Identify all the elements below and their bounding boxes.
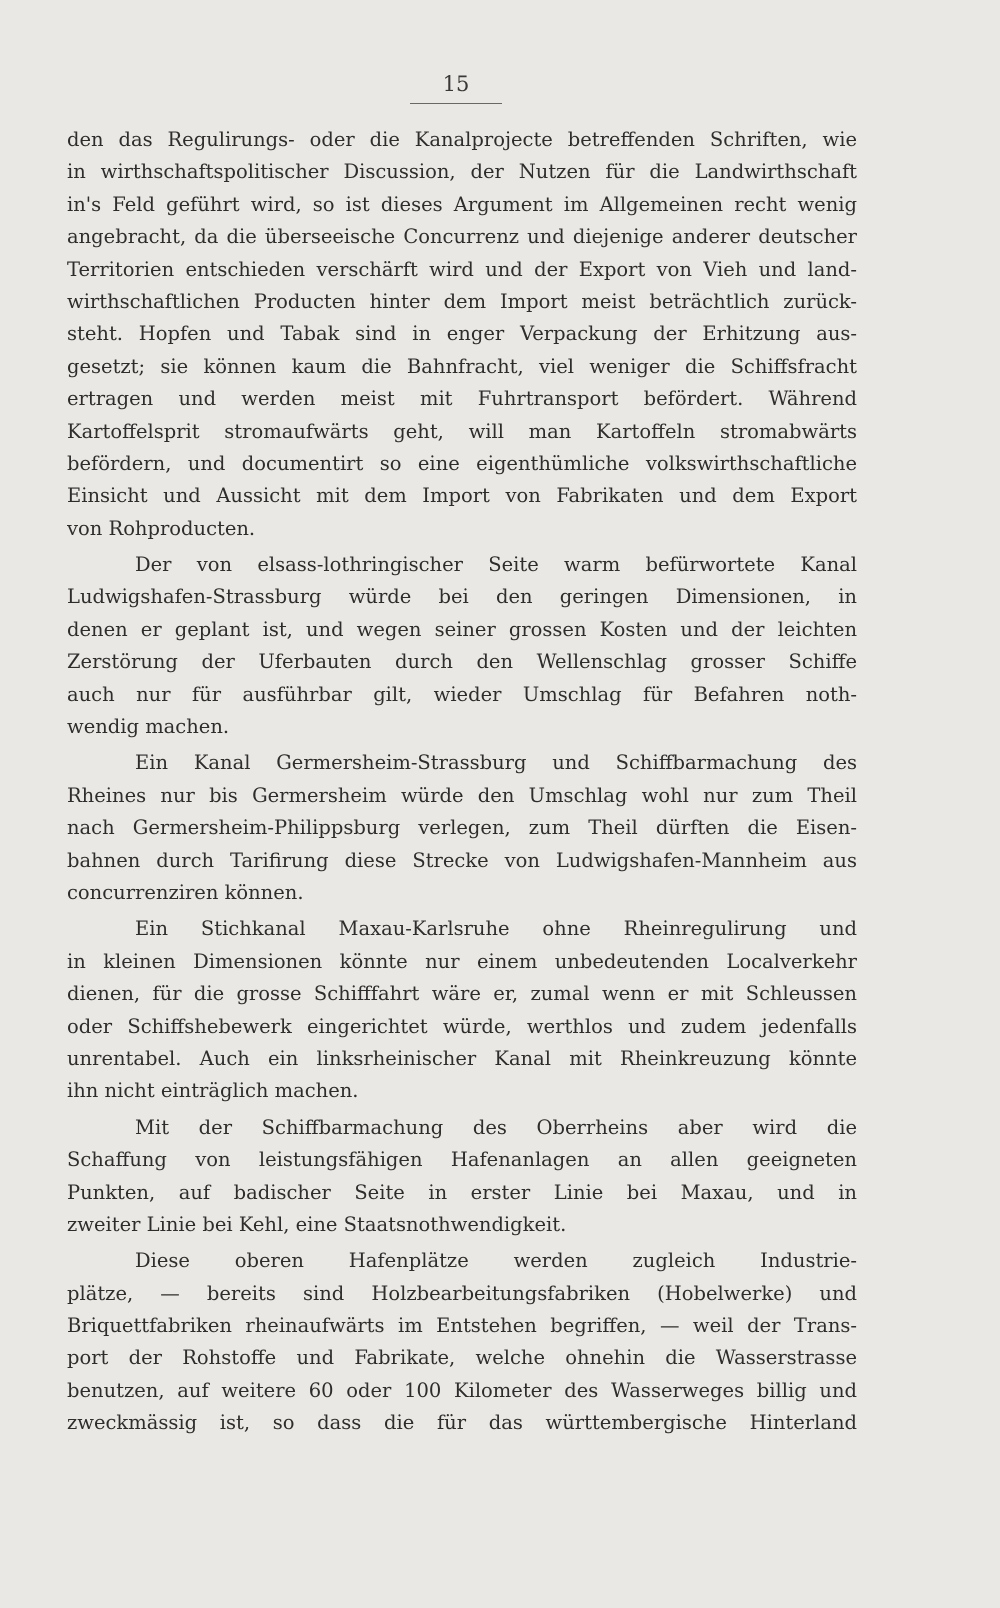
text-line: in wirthschaftspolitischer Discussion, der Nutzen für die Landwirthschaft (67, 160, 857, 184)
text-line: zweckmässig ist, so dass die für das württembergische Hinterland (67, 1411, 857, 1435)
text-line: Zerstörung der Uferbauten durch den Wellenschlag grosser Schiffe (67, 650, 857, 674)
text-line: ertragen und werden meist mit Fuhrtransport befördert. Während (67, 387, 857, 411)
body-text (67, 124, 857, 1440)
text-line: auch nur für ausführbar gilt, wieder Umschlag für Befahren noth- (67, 682, 857, 706)
text-line: bahnen durch Tarifirung diese Strecke von Ludwigshafen-Mannheim aus (67, 848, 857, 872)
text-line: concurrenziren können. (67, 880, 304, 904)
text-line: steht. Hopfen und Tabak sind in enger Verpackung der Erhitzung aus- (67, 322, 857, 346)
text-line: angebracht, da die überseeische Concurrenz und diejenige anderer deutscher (67, 225, 857, 249)
text-line: in's Feld geführt wird, so ist dieses Argument im Allgemeinen recht wenig (67, 192, 857, 216)
text-line: benutzen, auf weitere 60 oder 100 Kilometer des Wasserweges billig und (67, 1378, 857, 1402)
text-line: denen er geplant ist, und wegen seiner grossen Kosten und der leichten (67, 617, 857, 641)
text-line: oder Schiffshebewerk eingerichtet würde, werthlos und zudem jedenfalls (67, 1014, 857, 1038)
text-line: dienen, für die grosse Schifffahrt wäre er, zumal wenn er mit Schleussen (67, 982, 857, 1006)
text-line: in kleinen Dimensionen könnte nur einem unbedeutenden Localverkehr (67, 949, 857, 973)
paragraph (67, 1112, 857, 1242)
text-line: plätze, — bereits sind Holzbearbeitungsfabriken (Hobelwerke) und (67, 1281, 857, 1305)
text-line: ihn nicht einträglich machen. (67, 1079, 359, 1103)
text-line: den das Regulirungs- oder die Kanalprojecte betreffenden Schriften, wie (67, 128, 857, 151)
text-line: Ein Kanal Germersheim-Strassburg und Schiffbarmachung des (135, 751, 857, 775)
text-line: unrentabel. Auch ein linksrheinischer Kanal mit Rheinkreuzung könnte (67, 1046, 857, 1070)
text-line: Punkten, auf badischer Seite in erster Linie bei Maxau, und in (67, 1180, 857, 1204)
page-number: 15 (442, 72, 470, 96)
text-line: Briquettfabriken rheinaufwärts im Entstehen begriffen, — weil der Trans- (67, 1314, 857, 1338)
text-line: Einsicht und Aussicht mit dem Import von Fabrikaten und dem Export (67, 484, 857, 508)
text-line: Der von elsass-lothringischer Seite warm befürwortete Kanal (135, 553, 857, 577)
paragraph (67, 549, 857, 743)
page-number-rule (410, 103, 502, 104)
text-line: gesetzt; sie können kaum die Bahnfracht, viel weniger die Schiffsfracht (67, 354, 857, 378)
text-line: Rheines nur bis Germersheim würde den Umschlag wohl nur zum Theil (67, 783, 857, 807)
text-line: port der Rohstoffe und Fabrikate, welche ohnehin die Wasserstrasse (67, 1346, 857, 1370)
paragraph (67, 747, 857, 909)
text-line: Schaffung von leistungsfähigen Hafenanlagen an allen geeigneten (67, 1148, 857, 1172)
text-line: Territorien entschieden verschärft wird und der Export von Vieh und land- (67, 257, 857, 281)
text-line: Mit der Schiffbarmachung des Oberrheins aber wird die (135, 1115, 857, 1139)
text-line: nach Germersheim-Philippsburg verlegen, zum Theil dürften die Eisen- (67, 816, 857, 840)
paragraph (67, 1245, 857, 1439)
text-line: befördern, und documentirt so eine eigenthümliche volkswirthschaftliche (67, 451, 857, 475)
text-line: wirthschaftlichen Producten hinter dem Import meist beträchtlich zurück- (67, 289, 857, 313)
text-line: wendig machen. (67, 715, 230, 739)
text-line: Ein Stichkanal Maxau-Karlsruhe ohne Rheinregulirung und (135, 917, 857, 941)
text-line: zweiter Linie bei Kehl, eine Staatsnothwendigkeit. (67, 1212, 567, 1236)
paragraph (67, 913, 857, 1107)
text-line: Kartoffelsprit stromaufwärts geht, will man Kartoffeln stromabwärts (67, 419, 857, 443)
paragraph (67, 124, 857, 545)
text-line: von Rohproducten. (67, 516, 256, 540)
text-line: Diese oberen Hafenplätze werden zugleich Industrie- (135, 1249, 857, 1273)
text-line: Ludwigshafen-Strassburg würde bei den geringen Dimensionen, in (67, 585, 857, 609)
